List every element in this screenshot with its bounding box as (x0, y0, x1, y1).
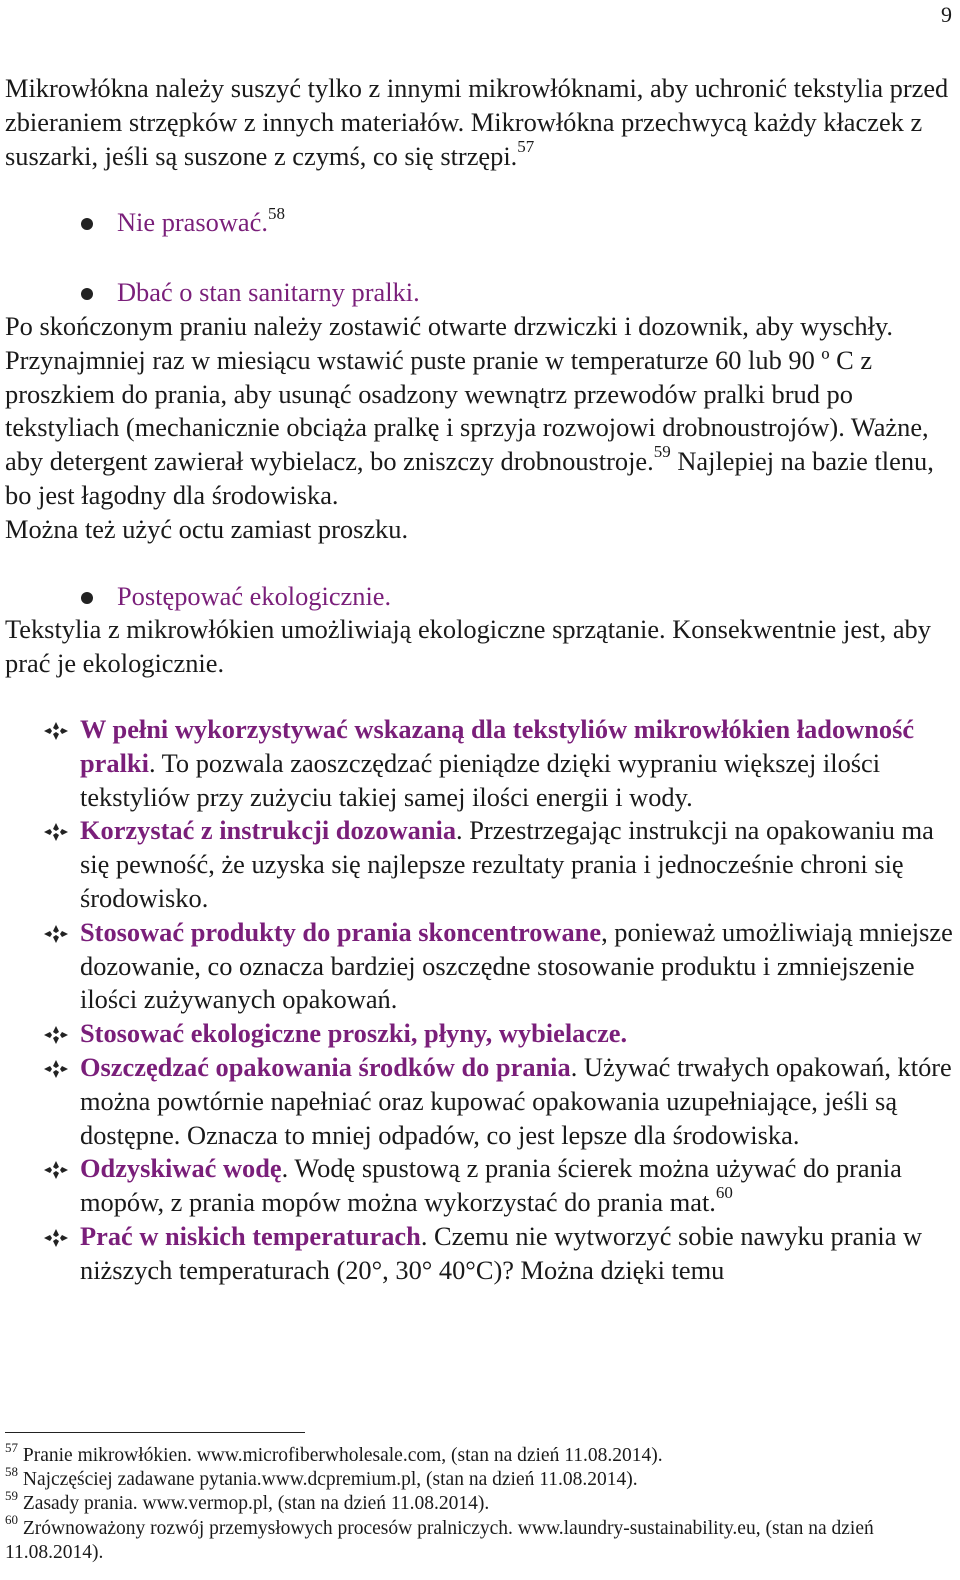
page-number: 9 (941, 2, 952, 27)
footnote-number: 58 (5, 1463, 18, 1479)
tip-heading: Prać w niskich temperaturach (80, 1220, 421, 1251)
tip-heading: Stosować produkty do prania skoncentrowane (80, 916, 602, 947)
tip-heading: Stosować ekologiczne proszki, płyny, wybielacze. (80, 1018, 628, 1049)
intro-paragraph (5, 72, 953, 173)
footnote-text: Pranie mikrowłókien. www.microfiberwholesale.com, (stan na dzień 11.08.2014). (22, 1445, 663, 1466)
list-item (5, 713, 953, 814)
footnote-item (5, 1463, 953, 1492)
sanitary-paragraph-2: Można też użyć octu zamiast proszku. (5, 513, 409, 544)
bullet-eco (5, 580, 953, 614)
footnote-number: 57 (5, 1439, 18, 1455)
tip-heading: Odzyskiwać wodę (80, 1153, 282, 1184)
tip-text: . Wodę spustową z prania ścierek można używać do prania mopów, z prania mopów można wykorzystać do prania mat. (80, 1153, 902, 1218)
tip-heading: Oszczędzać opakowania środków do prania (80, 1051, 571, 1082)
bullet-ironing (5, 203, 953, 240)
tip-text: . To pozwala zaoszczędzać pieniądze dzięki wypraniu większej ilości tekstyliów przy zużyciu takiej samej ilości energii i wody. (80, 747, 881, 812)
sanitary-text-2: Najlepiej na bazie tlenu, bo jest łagodny dla środowiska. (5, 446, 934, 510)
diamond-icon (43, 1025, 69, 1045)
sanitary-text-1: Po skończonym praniu należy zostawić otwarte drzwiczki i dozownik, aby wyschły. Przynajmniej raz w miesiącu wstawić puste pranie w temperaturze 60 lub 90 º C z proszkiem do prania, aby usunąć osadzony wewnątrz przewodów pralki brud po tekstyliach (mechanicznie obciąża pralkę i sprzyja rozwojowi drobnoustrojów). Ważne, aby detergent zawierał wybielacz, bo zniszczy drobnoustroje. (5, 310, 929, 477)
footnote-item (5, 1439, 953, 1468)
tip-text: , ponieważ umożliwiają mniejsze dozowanie, co oznacza bardziej oszczędne stosowanie produktu i zmniejszenie ilości zużywanych opakowań. (80, 916, 953, 1015)
footnotes (5, 1439, 953, 1565)
footnote-ref-59[interactable]: 59 (653, 442, 671, 462)
footnote-item (5, 1487, 953, 1516)
footnote-number: 59 (5, 1487, 18, 1503)
diamond-icon (43, 1160, 69, 1180)
tips-list (5, 713, 953, 1288)
document-body (5, 72, 953, 1288)
diamond-icon (43, 924, 69, 944)
footnote-ref-57[interactable]: 57 (517, 136, 535, 156)
footnote-ref-60[interactable]: 60 (715, 1183, 733, 1203)
bullet-dot-icon (81, 592, 93, 604)
diamond-icon (43, 721, 69, 741)
bullet-dot-icon (81, 218, 93, 230)
bullet-ironing-label: Nie prasować. (117, 207, 268, 238)
bullet-sanitary-label: Dbać o stan sanitarny pralki. (117, 277, 420, 308)
footnote-text: Zrównoważony rozwój przemysłowych procesów pralniczych. www.laundry-sustainability.eu, (stan na dzień 11.08.2014). (5, 1517, 874, 1563)
footnote-text: Najczęściej zadawane pytania.www.dcpremium.pl, (stan na dzień 11.08.2014). (22, 1469, 638, 1491)
footnote-number: 60 (5, 1512, 18, 1528)
list-item (5, 1017, 953, 1051)
eco-paragraph: Tekstylia z mikrowłókien umożliwiają ekologiczne sprzątanie. Konsekwentnie jest, aby prać je ekologicznie. (5, 614, 931, 679)
footnote-item (5, 1512, 953, 1565)
sanitary-paragraph (5, 310, 953, 513)
list-item (5, 916, 953, 1017)
tip-heading: W pełni wykorzystywać wskazaną dla tekstyliów mikrowłókien ładowność pralki (80, 713, 915, 778)
footnote-separator (5, 1432, 305, 1433)
list-item (5, 814, 953, 915)
tip-text: . Używać trwałych opakowań, które można powtórnie napełniać oraz kupować opakowania uzupełniające, jeśli są dostępne. Oznacza to mniej odpadów, co jest lepsze dla środowiska. (80, 1051, 952, 1150)
bullet-eco-label: Postępować ekologicznie. (117, 580, 392, 611)
bullet-dot-icon (81, 288, 93, 300)
list-item (5, 1051, 953, 1152)
tip-text: . Czemu nie wytworzyć sobie nawyku prania w niższych temperaturach (20°, 30° 40°C)? Można dzięki temu (80, 1220, 923, 1285)
bullet-sanitary (5, 276, 953, 310)
list-item (5, 1220, 953, 1288)
diamond-icon (43, 822, 69, 842)
footnote-ref-58[interactable]: 58 (267, 203, 285, 223)
list-item (5, 1152, 953, 1220)
intro-text: Mikrowłókna należy suszyć tylko z innymi mikrowłóknami, aby uchronić tekstylia przed zbieraniem strzępków z innych materiałów. Mikrowłókna przechwycą każdy kłaczek z suszarki, jeśli są suszone z czymś, co się strzępi. (5, 73, 949, 171)
tip-text: . Przestrzegając instrukcji na opakowaniu ma się pewność, że uzyska się najlepsze rezultaty prania i jednocześnie chroni się środowisko. (80, 815, 934, 913)
diamond-icon (43, 1059, 69, 1079)
footnote-text: Zasady prania. www.vermop.pl, (stan na dzień 11.08.2014). (22, 1493, 490, 1515)
tip-heading: Korzystać z instrukcji dozowania (80, 815, 457, 846)
diamond-icon (43, 1228, 69, 1248)
